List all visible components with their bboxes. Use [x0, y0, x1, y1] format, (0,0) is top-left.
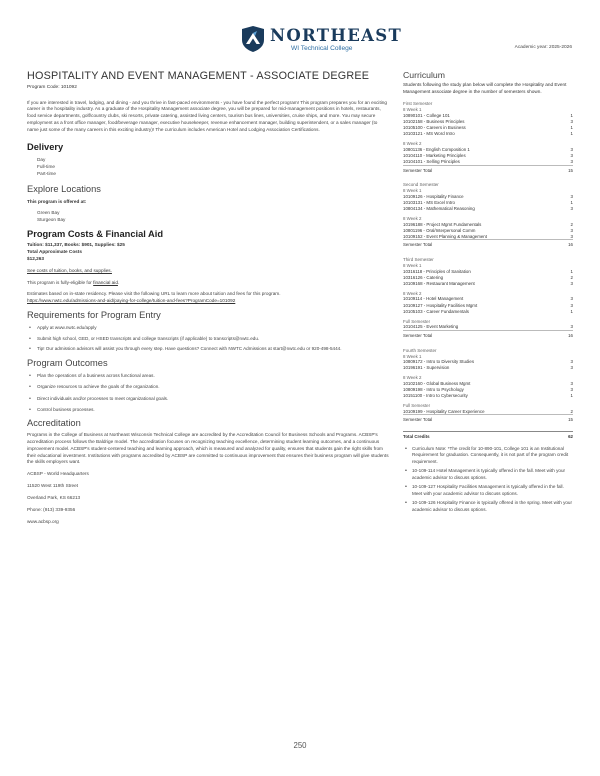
semester-total-row — [403, 330, 573, 338]
course-name: 10105103 - Career Fundamentals — [403, 308, 469, 314]
college-subtitle: WI Technical College — [291, 45, 353, 52]
course-row — [403, 309, 573, 315]
course-credits: 3 — [570, 296, 573, 302]
course-credits: 3 — [570, 193, 573, 199]
week-label: 8 Week 1 — [403, 188, 422, 194]
semester-total-label: Semester Total — [403, 415, 563, 423]
semester-total-value: 16 — [559, 330, 573, 338]
course-name: 10109199 - Hospitality Career Experience — [403, 408, 485, 414]
course-table — [403, 147, 573, 173]
acbsp-city: Overland Park, KS 66213 — [27, 495, 81, 501]
total-credits-value: 62 — [568, 433, 573, 439]
acbsp-street: 11520 West 119th Street — [27, 483, 79, 489]
course-name: 10103121 - MS Word Intro — [403, 131, 455, 137]
course-name: 10316126 - Catering — [403, 274, 444, 280]
semester-total-row — [403, 165, 573, 173]
curriculum-note: • 10-109-114 Hotel Management is typically offered in the fall. Meet with your academic advisor to discuss options. — [403, 468, 573, 481]
locations-list — [37, 209, 389, 223]
outcome-item: • Control business processes. — [27, 407, 389, 414]
week-label: 8 Week 1 — [403, 107, 422, 113]
course-table — [403, 113, 573, 137]
delivery-heading: Delivery — [27, 142, 64, 153]
curriculum-note: • 10-109-127 Hospitality Facilities Management is typically offered in the fall. Meet with your academic advisor to discuss options. — [403, 484, 573, 497]
week-label: Full Semester — [403, 403, 431, 409]
course-credits: 3 — [570, 386, 573, 392]
outcome-item: • Plan the operations of a business across functional areas. — [27, 373, 389, 380]
course-table — [403, 296, 573, 314]
course-credits: 1 — [570, 308, 573, 314]
requirement-item: • Apply at www.nwtc.edu/apply — [27, 325, 389, 332]
semester-total-value: 16 — [564, 240, 573, 248]
course-name: 10109127 - Hospitality Facilities Mgmt — [403, 302, 478, 308]
course-credits: 1 — [570, 393, 573, 399]
semester-name: Fourth Semester — [403, 347, 437, 353]
semester-total-label: Semester Total — [403, 240, 564, 248]
requirement-item: • Submit high school, GED, or HSED transcripts and college transcripts (if applicable) to transcripts@nwtc.edu. — [27, 336, 389, 343]
course-credits: 3 — [570, 233, 573, 239]
course-credits: 3 — [570, 280, 573, 286]
course-name: 10109126 - Hospitality Finance — [403, 193, 464, 199]
program-title: HOSPITALITY AND EVENT MANAGEMENT - ASSOCIATE DEGREE — [27, 70, 370, 82]
course-name: 10109114 - Hotel Management — [403, 296, 464, 302]
course-name: 10109152 - Event Planning & Management — [403, 233, 487, 239]
aid-eligible-text: This program is fully-eligible for — [27, 279, 94, 285]
course-name: 10151100 - Intro to Cybersecurity — [403, 393, 468, 399]
semester-total-label: Semester Total — [403, 165, 561, 173]
course-table — [403, 409, 573, 423]
course-credits: 3 — [570, 205, 573, 211]
week-label: 8 Week 2 — [403, 141, 422, 147]
outcome-item: • Organize resources to achieve the goals of the organization. — [27, 384, 389, 391]
curriculum-notes — [403, 446, 573, 514]
estimates-text: Estimates based on in-state residency. Please visit the following URL to learn more about tuition and fees for this program. — [27, 291, 281, 297]
shield-logo-icon — [238, 24, 268, 54]
course-credits: 3 — [570, 118, 573, 124]
semester-name: Third Semester — [403, 256, 434, 262]
semester-total-value: 15 — [563, 415, 573, 423]
course-row — [403, 393, 573, 399]
course-credits: 3 — [570, 158, 573, 164]
outcomes-list — [27, 373, 389, 414]
explore-locations-heading: Explore Locations — [27, 183, 101, 194]
see-costs-link[interactable]: See costs of tuition, books, and supplies. — [27, 267, 112, 273]
page-number: 250 — [293, 741, 307, 750]
financial-aid-link[interactable]: financial aid — [93, 279, 118, 285]
course-credits: 3 — [570, 152, 573, 158]
course-name: 10801136 - English Composition 1 — [403, 146, 470, 152]
course-credits: 1 — [570, 112, 573, 118]
course-name: 10102160 - Global Business Mgmt — [403, 380, 471, 386]
course-name: 10196191 - Supervision — [403, 365, 450, 371]
course-name: 10104110 - Marketing Principles — [403, 152, 466, 158]
curriculum-note: • 10-109-126 Hospitality Finance is typically offered in the spring. Meet with your academic advisor to discuss options. — [403, 500, 573, 513]
course-credits: 3 — [570, 324, 573, 330]
semester-total-label: Semester Total — [403, 330, 559, 338]
costs-heading: Program Costs & Financial Aid — [27, 228, 164, 239]
location-item[interactable]: Green Bay — [37, 209, 60, 215]
semester-name: First Semester — [403, 101, 433, 107]
semester-block — [403, 257, 573, 339]
curriculum-column — [403, 70, 573, 516]
college-logo[interactable] — [238, 24, 403, 58]
financial-aid-eligibility — [27, 280, 389, 287]
course-table — [403, 194, 573, 212]
location-item[interactable]: Sturgeon Bay — [37, 216, 66, 222]
semester-name: Second Semester — [403, 182, 439, 188]
course-name: 10890101 - College 101 — [403, 112, 450, 118]
total-credits-table — [403, 431, 573, 440]
course-table — [403, 381, 573, 399]
week-label: 8 Week 1 — [403, 262, 422, 268]
course-table — [403, 222, 573, 248]
academic-year: Academic year: 2025-2026 — [514, 45, 572, 50]
aid-eligible-suffix: . — [117, 279, 120, 285]
course-credits: 2 — [570, 408, 573, 414]
delivery-item: Part-time — [37, 171, 57, 177]
course-credits: 1 — [570, 199, 573, 205]
total-costs-label: Total Approximate Costs — [27, 248, 82, 254]
acbsp-name: ACBSP - World Headquarters — [27, 471, 89, 477]
requirements-heading: Requirements for Program Entry — [27, 310, 161, 321]
course-credits: 3 — [570, 227, 573, 233]
week-label: 8 Week 1 — [403, 353, 422, 359]
course-credits: 3 — [570, 146, 573, 152]
course-name: 10103131 - MS Excel Intro — [403, 199, 455, 205]
week-label: 8 Week 2 — [403, 216, 422, 221]
semester-total-row — [403, 240, 573, 248]
course-credits: 3 — [570, 302, 573, 308]
acbsp-phone: Phone: (913) 339-9356 — [27, 507, 76, 513]
course-credits: 2 — [570, 274, 573, 280]
delivery-item: Day — [37, 157, 46, 163]
course-credits: 3 — [570, 365, 573, 371]
total-credits-label: Total Credits — [403, 433, 430, 439]
course-name: 10109168 - Restaurant Management — [403, 280, 475, 286]
curriculum-heading: Curriculum — [403, 70, 445, 80]
course-name: 10801196 - Oral/Interpersonal Comm — [403, 227, 476, 233]
requirement-item: • Tip! Our admission advisors will assist you through every step. Have questions? Connect with NWTC Admissions at start@nwtc.edu or 920-498-5444. — [27, 346, 389, 353]
offered-at-label: This program is offered at: — [27, 198, 87, 204]
course-name: 10316118 - Principles of Sanitation — [403, 268, 471, 274]
program-description: If you are interested in travel, lodging, and dining - and you thrive in fast-paced environments - you have found the perfect program! This program prepares you for an exciting career in the hospitality industry. As a graduate of the Hospitality Management associate degree, you will be prepared for mid-management positions in hotels, restaurants, food service departments, golf/country clubs, ski resorts, private catering, assisted living centers, tourism bus lines, universities, cruise ships, and more. You may secure employment as a front office manager, food/beverage manager, executive housekeeper, revenue enhancement manager, building superintendent, or a sales manager (to name just some of the many careers in this exciting industry)! The curriculum includes American Hotel and Lodging Association Certifications. — [27, 99, 388, 133]
course-row — [403, 365, 573, 371]
outcomes-heading: Program Outcomes — [27, 357, 108, 368]
course-table — [403, 359, 573, 371]
delivery-list — [37, 156, 389, 178]
week-label: Full Semester — [403, 318, 431, 324]
course-row — [403, 131, 573, 137]
page-header — [0, 0, 600, 62]
curriculum-intro: Students following the study plan below will complete the Hospitality and Event Management associate degree in the number of semesters shown. — [403, 82, 567, 94]
week-label: 8 Week 2 — [403, 375, 422, 381]
curriculum-note: • Curriculum Note: *The credit for 10-890-101, College 101 is an Institutional Requirement for graduation. Consequently, it is not part of the program credit requirement. — [403, 446, 573, 466]
week-label: 8 Week 2 — [403, 290, 422, 296]
course-name: 10104101 - Selling Principles — [403, 158, 460, 164]
semester-total-value: 15 — [561, 165, 573, 173]
acbsp-website[interactable]: www.acbsp.org — [27, 518, 59, 524]
program-code: Program Code: 101092 — [27, 84, 77, 90]
outcome-item: • Direct individuals and/or processes to meet organizational goals. — [27, 396, 389, 403]
accreditation-text: Programs in the College of Business at Northeast Wisconsin Technical College are accredited by the Accreditation Council for Business Schools and Programs. ACBSP's accreditation process follows the Baldrige model. The accreditation focuses on recognizing teaching excellence, determining student learning outcomes, and a continuous improvement model. ACBSP's student-centered teaching and learning approach, which is measured and analyzed for quality, ensures that students gain the right skills from their educational investment. Institutions with programs accredited by ACBSP are committed to continuous improvement that ensures their business program will give students the skills employers want. — [27, 431, 389, 465]
college-name: NORTHEAST — [270, 26, 403, 45]
total-credits-row — [403, 431, 573, 439]
delivery-item: Full-time — [37, 164, 55, 170]
course-row — [403, 281, 573, 287]
course-name: 10804134 - Mathematical Reasoning — [403, 205, 475, 211]
course-name: 10809198 - Intro to Psychology — [403, 386, 464, 392]
course-table — [403, 269, 573, 287]
tuition-line: Tuition: $11,337, Books: $901, Supplies: $25 — [27, 241, 125, 247]
course-table — [403, 324, 573, 338]
tuition-fees-url[interactable]: https://www.nwtc.edu/admissions-and-aid/paying-for-college/tuition-and-fees?ProgramCode=101092 — [27, 298, 236, 304]
course-name: 10196188 - Project Mgmt Fundamentals — [403, 221, 482, 227]
course-credits: 1 — [570, 131, 573, 137]
course-credits: 3 — [570, 380, 573, 386]
course-credits: 3 — [570, 359, 573, 365]
total-costs-value: $12,263 — [27, 255, 44, 261]
course-row — [403, 206, 573, 212]
semester-block — [403, 101, 573, 173]
course-name: 10104125 - Event Marketing — [403, 324, 459, 330]
requirements-list — [27, 325, 389, 353]
course-credits: 2 — [570, 221, 573, 227]
course-credits: 1 — [570, 268, 573, 274]
course-name: 10102158 - Business Principles — [403, 118, 465, 124]
course-credits: 1 — [570, 124, 573, 130]
semester-total-row — [403, 415, 573, 423]
course-name: 10809172 - Intro to Diversity Studies — [403, 359, 475, 365]
accreditation-heading: Accreditation — [27, 417, 81, 428]
semester-block — [403, 182, 573, 248]
semester-block — [403, 348, 573, 423]
course-name: 10105100 - Careers in Business — [403, 124, 466, 130]
program-details-column — [27, 70, 389, 526]
